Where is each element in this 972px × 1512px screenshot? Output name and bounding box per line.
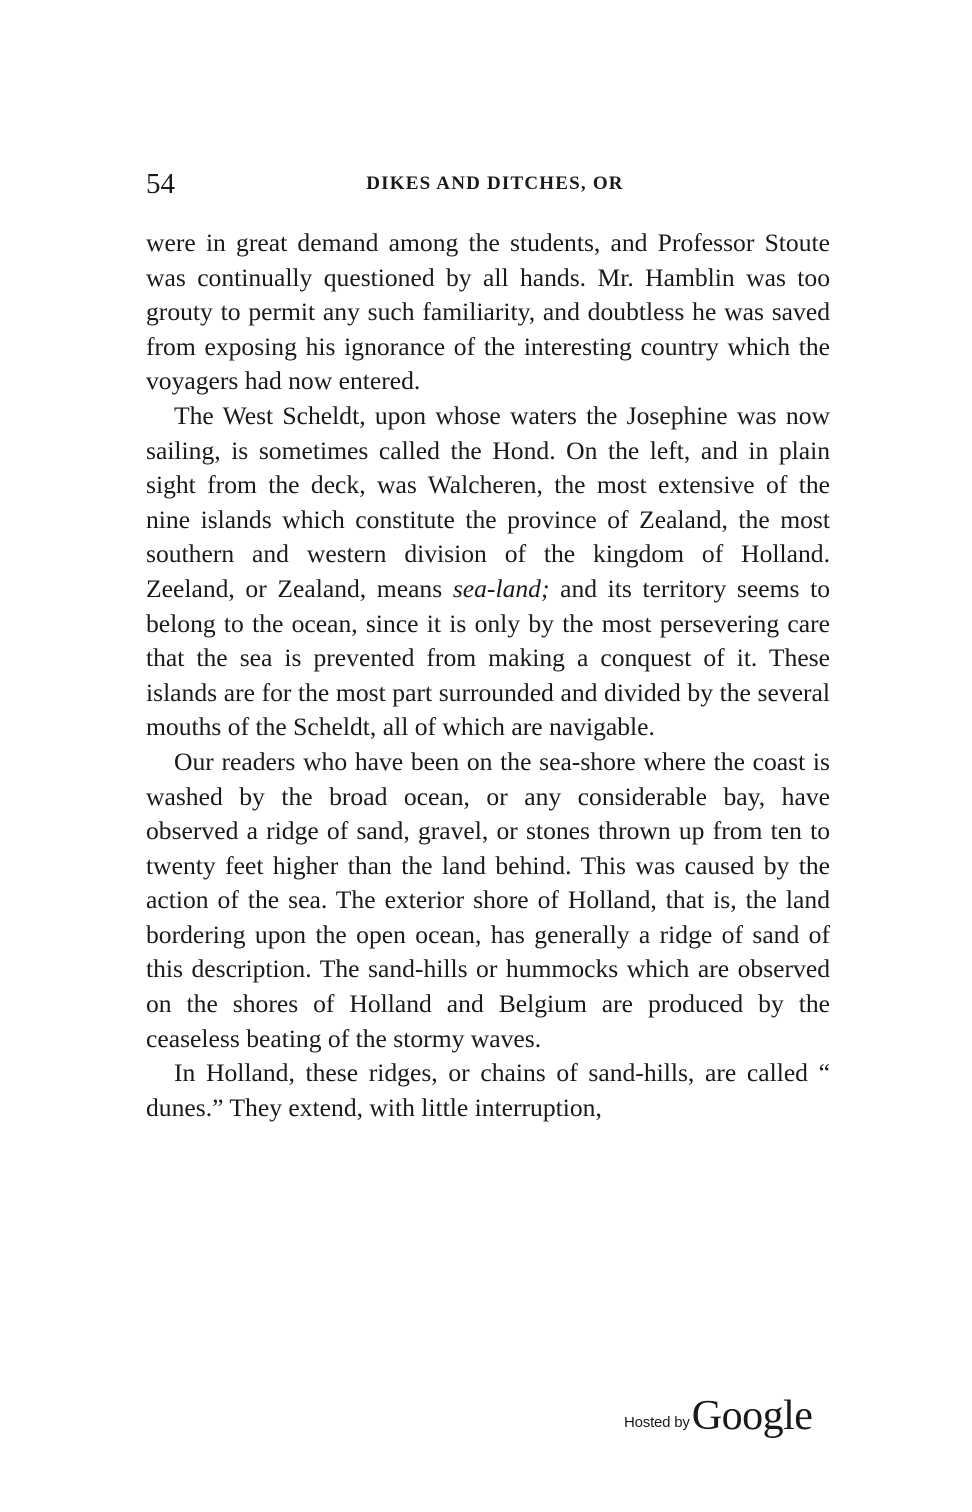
paragraph-3: Our readers who have been on the sea-shore where the coast is washed by the broad ocean, or any considerable bay, have observed a ridge of sand, gravel, or stones thrown up from ten to twenty feet higher than the land behind. This was caused by the action of the sea. The exterior shore of Holland, that is, the land bordering upon the open ocean, has generally a ridge of sand of this description. The sand-hills or hummocks which are observed on the shores of Holland and Belgium are produced by the ceaseless beating of the stormy waves. [146, 746, 830, 1053]
page-number: 54 [146, 168, 175, 200]
emphasis-sea-land: sea-land; [452, 573, 550, 603]
google-logo-text: Google [691, 1393, 813, 1439]
paragraph-2-text-after: and its territory seems to belong to the ocean, since it is only by the most persevering care that the sea is prevented from making a conquest of it. These islands are for the most part surrounded and divided by the several mouths of the Scheldt, all of which are navigable. [146, 573, 831, 742]
hosted-by-label: Hosted by [624, 1414, 690, 1431]
paragraph-2-text-before: The West Scheldt, upon whose waters the Josephine was now sailing, is sometimes called the Hond. On the left, and in plain sight from the deck, was Walcheren, the most extensive of the nine islands which constitute the province of Zealand, the most southern and western division of the kingdom of Holland. Zeeland, or Zealand, means [146, 400, 830, 603]
hosted-by-google-mark [624, 1392, 812, 1440]
paragraph-2 [146, 399, 830, 745]
running-head: DIKES AND DITCHES, OR [366, 173, 624, 194]
page-header [146, 166, 830, 202]
paragraph-1: were in great demand among the students, and Professor Stoute was continually questioned by all hands. Mr. Hamblin was too grouty to permit any such familiarity, and doubtless he was saved from exposing his ignorance of the interesting country which the voyagers had now entered. [146, 228, 830, 396]
paragraph-4: In Holland, these ridges, or chains of sand-hills, are called “ dunes.” They extend, with little interruption, [146, 1058, 830, 1122]
body-text [146, 226, 830, 1125]
